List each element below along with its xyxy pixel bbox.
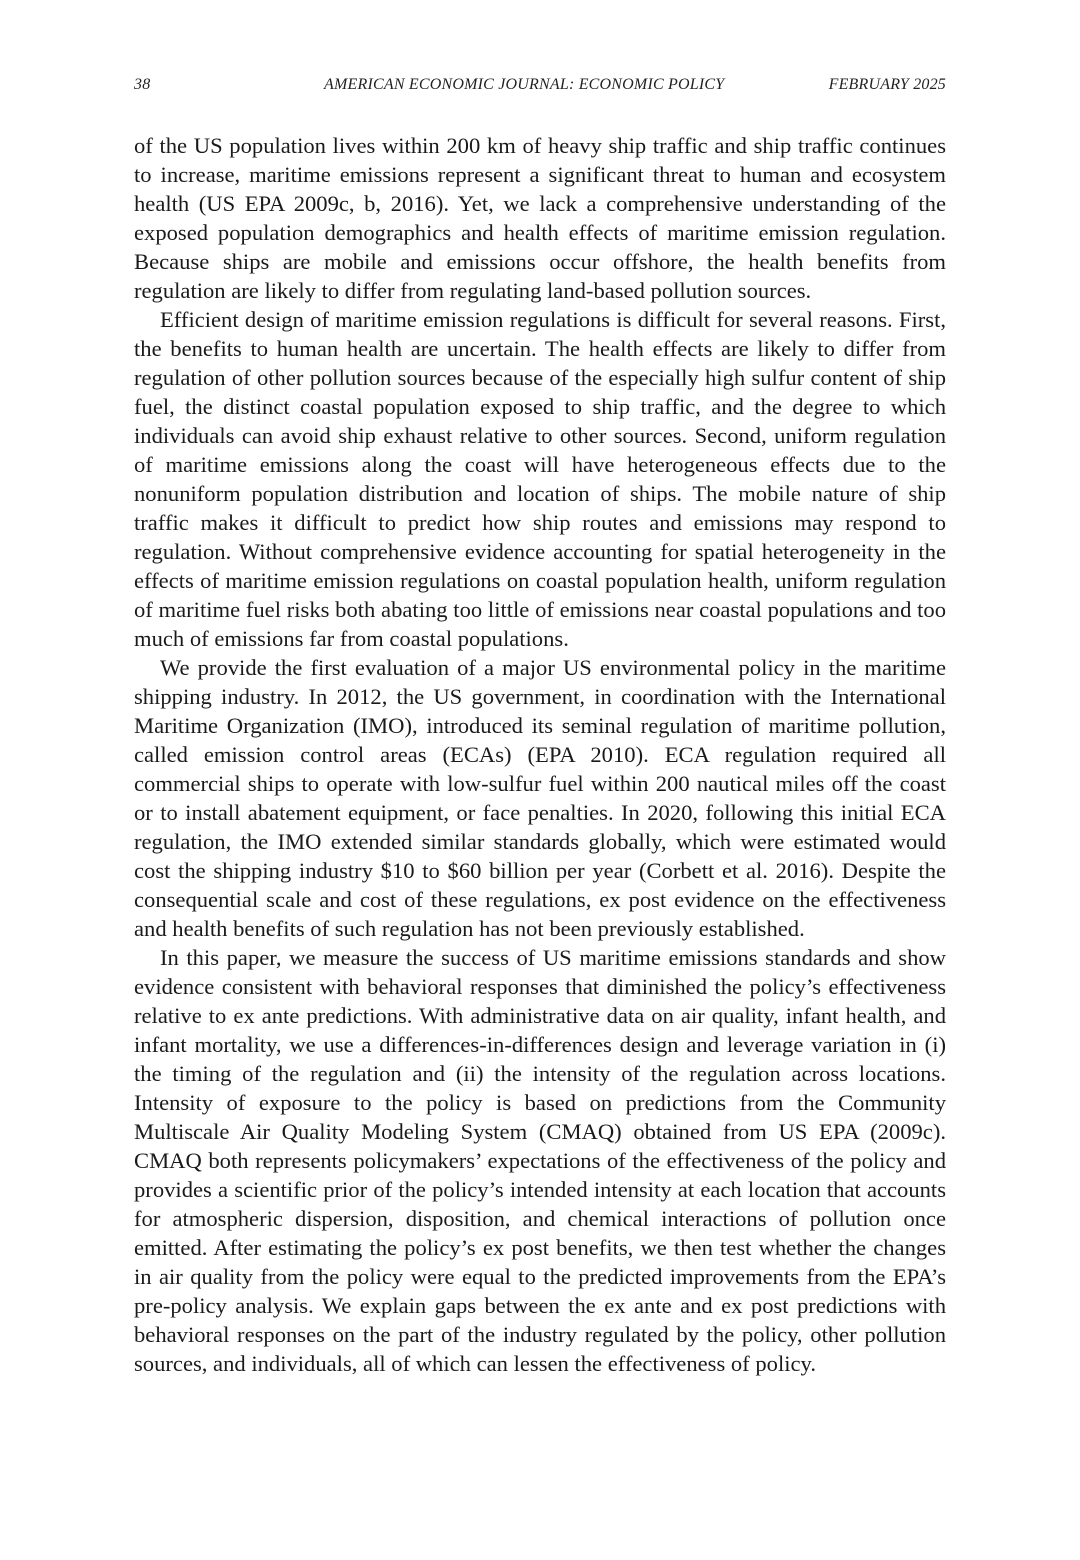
running-head [134, 76, 946, 100]
issue-date: FEBRUARY 2025 [828, 76, 946, 93]
paragraph-first-evaluation: We provide the first evaluation of a major US environmental policy in the maritime shipping industry. In 2012, the US government, in coordination with the International Maritime Organization (IMO), introduced its seminal regulation of maritime pollution, called emission control areas (ECAs) (EPA 2010). ECA regulation required all commercial ships to operate with low-sulfur fuel within 200 nautical miles off the coast or to install abatement equipment, or face penalties. In 2020, following this initial ECA regulation, the IMO extended similar standards globally, which were estimated would cost the shipping industry $10 to $60 billion per year (Corbett et al. 2016). Despite the consequential scale and cost of these regulations, ex post evidence on the effectiveness and health benefits of such regulation has not been previously established. [134, 655, 946, 941]
paragraph-continued: of the US population lives within 200 km of heavy ship traffic and ship traffic continues to increase, maritime emissions represent a significant threat to human and ecosystem health (US EPA 2009c, b, 2016). Yet, we lack a comprehensive understanding of the exposed population demographics and health effects of maritime emission regulation. Because ships are mobile and emissions occur offshore, the health benefits from regulation are likely to differ from regulating land-based pollution sources. [134, 133, 946, 303]
journal-title: AMERICAN ECONOMIC JOURNAL: ECONOMIC POLICY [324, 76, 725, 93]
body-text [134, 131, 946, 1378]
paragraph-efficient-design: Efficient design of maritime emission regulations is difficult for several reasons. First, the benefits to human health are uncertain. The health effects are likely to differ from regulation of other pollution sources because of the especially high sulfur content of ship fuel, the distinct coastal population exposed to ship traffic, and the degree to which individuals can avoid ship exhaust relative to other sources. Second, uniform regulation of maritime emissions along the coast will have heterogeneous effects due to the nonuniform population distribution and location of ships. The mobile nature of ship traffic makes it difficult to predict how ship routes and emissions may respond to regulation. Without comprehensive evidence accounting for spatial heterogeneity in the effects of maritime emission regulations on coastal population health, uniform regulation of maritime fuel risks both abating too little of emissions near coastal populations and too much of emissions far from coastal populations. [134, 307, 946, 651]
page-number: 38 [134, 76, 151, 93]
paragraph-this-paper: In this paper, we measure the success of US maritime emissions standards and show evidence consistent with behavioral responses that diminished the policy’s effectiveness relative to ex ante predictions. With administrative data on air quality, infant health, and infant mortality, we use a differences-in-differences design and leverage variation in (i) the timing of the regulation and (ii) the intensity of the regulation across locations. Intensity of exposure to the policy is based on predictions from the Community Multiscale Air Quality Modeling System (CMAQ) obtained from US EPA (2009c). CMAQ both represents policymakers’ expectations of the effectiveness of the policy and provides a scientific prior of the policy’s intended intensity at each location that accounts for atmospheric dispersion, disposition, and chemical interactions of pollution once emitted. After estimating the policy’s ex post benefits, we then test whether the changes in air quality from the policy were equal to the predicted improvements from the EPA’s pre-policy analysis. We explain gaps between the ex ante and ex post predictions with behavioral responses on the part of the industry regulated by the policy, other pollution sources, and individuals, all of which can lessen the effectiveness of policy. [134, 945, 946, 1376]
